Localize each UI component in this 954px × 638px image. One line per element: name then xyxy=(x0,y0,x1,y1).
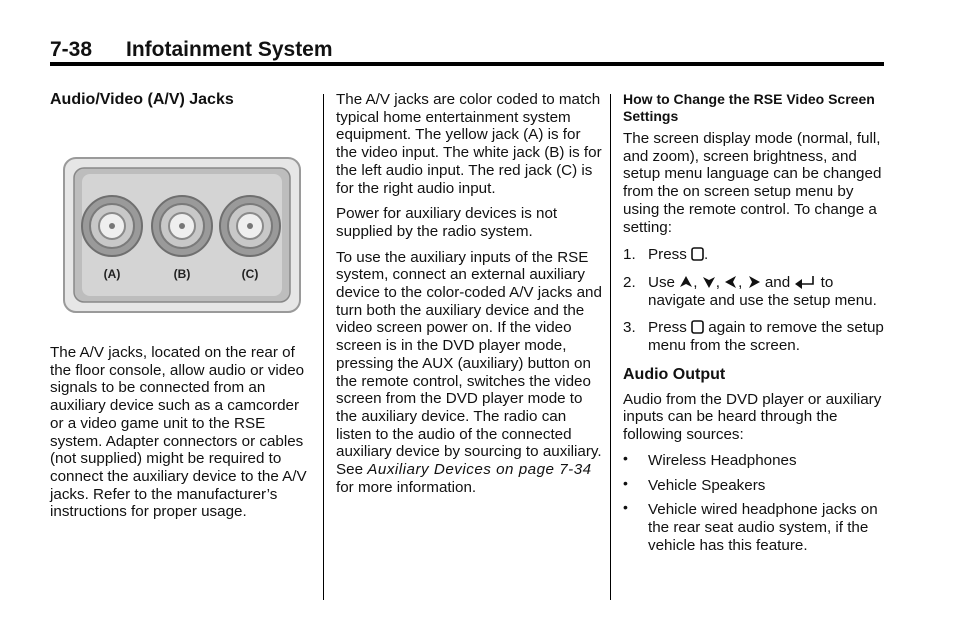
column-middle xyxy=(336,91,602,504)
jack-c xyxy=(220,196,280,256)
paragraph-text: for more information. xyxy=(336,478,477,496)
page-header xyxy=(50,38,884,64)
step-text: Press xyxy=(648,319,692,337)
step-text: Use xyxy=(648,273,680,291)
steps-list xyxy=(623,246,885,355)
subsection-heading: How to Change the RSE Video Screen Settings xyxy=(623,91,875,124)
jack-label-b: (B) xyxy=(173,267,191,281)
step-text: and xyxy=(760,273,795,291)
paragraph: Power for auxiliary devices is not supplied by the radio system. xyxy=(336,205,558,240)
section-heading: Audio/Video (A/V) Jacks xyxy=(50,91,234,108)
column-divider xyxy=(610,94,611,600)
step-text: . xyxy=(704,246,709,264)
arrow-up-icon xyxy=(679,275,693,289)
list-item-text: Vehicle wired headphone jacks on the rear seat audio system, if the vehicle has this feature. xyxy=(648,501,878,554)
paragraph: Audio from the DVD player or auxiliary inputs can be heard through the following sources: xyxy=(623,390,882,444)
list-item-text: Wireless Headphones xyxy=(648,451,797,469)
arrow-down-icon xyxy=(702,275,716,289)
page-number: 7-38 xyxy=(50,38,93,61)
step-text: to navigate and use the setup menu. xyxy=(648,273,877,309)
arrow-left-icon xyxy=(724,275,738,289)
jack-a xyxy=(82,196,142,256)
list-item-text: Vehicle Speakers xyxy=(648,476,766,494)
bullet: • xyxy=(623,474,628,491)
chapter-title: Infotainment System xyxy=(126,38,333,61)
column-left xyxy=(50,90,308,529)
menu-square-icon xyxy=(691,320,704,334)
step-number: 2. xyxy=(623,273,636,291)
step-item xyxy=(623,246,885,264)
list-item xyxy=(623,449,885,470)
step-number: 1. xyxy=(623,246,636,264)
av-jacks-figure xyxy=(62,156,302,314)
arrow-right-icon xyxy=(747,275,761,289)
paragraph: The screen display mode (normal, full, and zoom), screen brightness, and setup menu language can be changed from the on screen setup menu by using the remote control. To change a setting: xyxy=(623,130,882,236)
column-divider xyxy=(323,94,324,600)
list-item xyxy=(623,501,885,554)
output-sources-list xyxy=(623,449,885,555)
step-item xyxy=(623,319,885,354)
jack-b xyxy=(152,196,212,256)
list-item xyxy=(623,474,885,495)
menu-square-icon xyxy=(691,247,704,261)
paragraph-text: To use the auxiliary inputs of the RSE system, connect an external auxiliary device to the color-coded A/V jacks and turn both the auxiliary device and the video screen power on. If the video screen is in the DVD player mode, pressing the AUX (auxiliary) button on the remote control, switches the video screen from the DVD player mode to the auxiliary device. The radio can listen to the audio of the connected auxiliary device by sourcing to auxiliary. See xyxy=(336,248,602,479)
av-jacks-illustration xyxy=(62,156,302,314)
paragraph: The A/V jacks, located on the rear of the floor console, allow audio or video signals to be connected from an auxiliary device such as a camcorder or a video game unit to the RSE system. Adapter connectors or cables (not supplied) might be required to connect the auxiliary device to the A/V jacks. Refer to the manufacturer’s instructions for proper usage. xyxy=(50,344,307,521)
jack-label-a: (A) xyxy=(103,267,121,281)
enter-icon xyxy=(794,275,816,289)
paragraph: The A/V jacks are color coded to match typical home entertainment system equipment. The yellow jack (A) is for the video input. The white jack (B) is for the left audio input. The red jack (C) is for the right audio input. xyxy=(336,91,602,197)
step-item: 2. Use , , , and to navigate and use the setup menu. xyxy=(623,273,877,309)
bullet: • xyxy=(623,499,628,516)
step-text: Press xyxy=(648,246,692,264)
paragraph xyxy=(336,249,602,497)
bullet: • xyxy=(623,449,628,466)
header-rule xyxy=(50,62,884,66)
section-heading: Audio Output xyxy=(623,365,726,383)
jack-label-c: (C) xyxy=(241,267,259,281)
cross-reference-link[interactable]: Auxiliary Devices on page 7-34 xyxy=(367,461,592,479)
step-number: 3. xyxy=(623,319,636,337)
column-right xyxy=(623,91,885,561)
step-text: again to remove the setup menu from the screen. xyxy=(648,319,884,355)
